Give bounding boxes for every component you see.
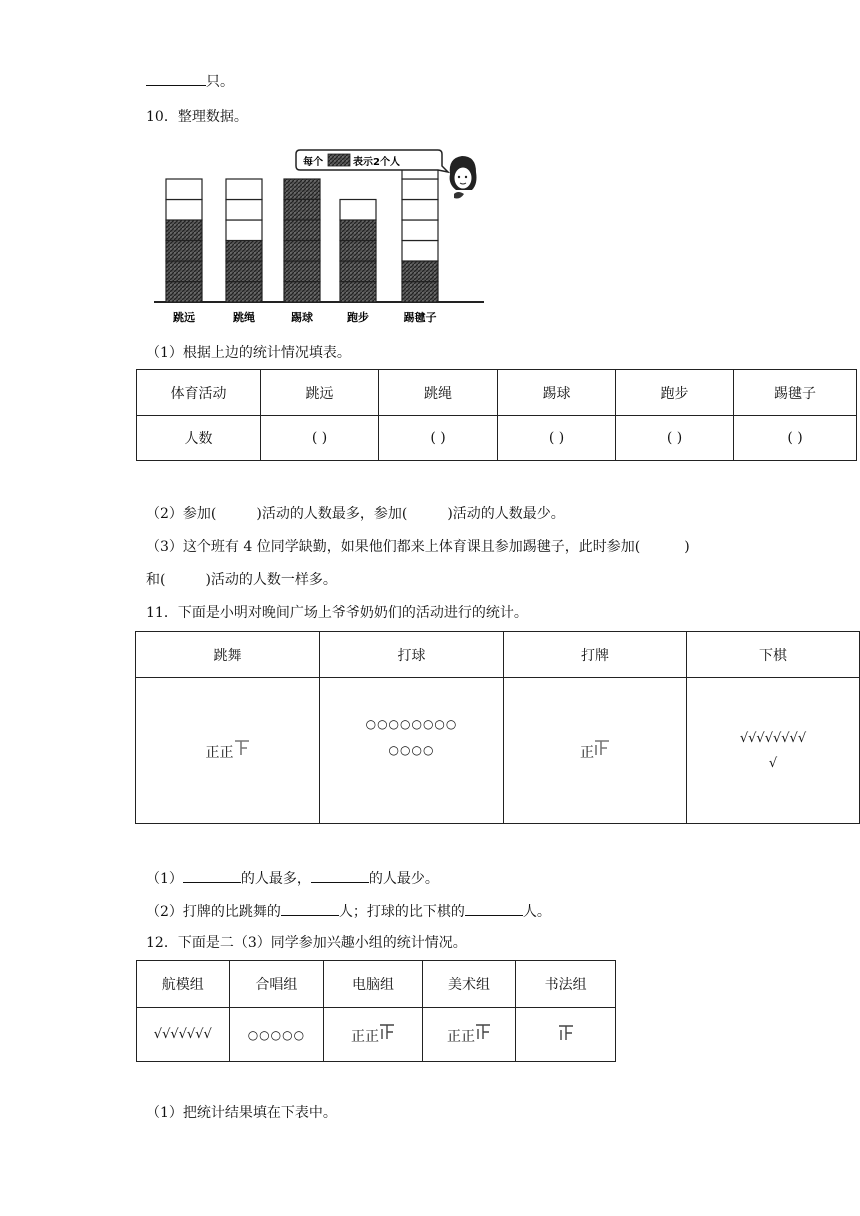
category-label: 踢球 xyxy=(291,311,313,324)
tally-art: 正正 xyxy=(422,1008,516,1062)
bar-cell-empty xyxy=(166,179,202,200)
count-blank-football[interactable]: ( ) xyxy=(498,416,616,461)
header-art: 美术组 xyxy=(422,961,516,1008)
table-header-activity: 体育活动 xyxy=(137,370,261,416)
header-chess: 下棋 xyxy=(687,632,860,678)
answer-blank[interactable] xyxy=(183,867,241,883)
q11-sub2: （2）打牌的比跳舞的 人；打球的比下棋的 人。 xyxy=(146,900,551,922)
tally-mark-partial-icon xyxy=(558,1030,574,1046)
answer-blank[interactable] xyxy=(311,867,369,883)
bar-cell-filled xyxy=(284,200,320,221)
legend-suffix: 表示2个人 xyxy=(353,157,400,168)
q10-sub3-line2: 和( )活动的人数一样多。 xyxy=(146,572,337,588)
bar-cell-empty xyxy=(402,220,438,241)
table-header-running: 跑步 xyxy=(616,370,734,416)
chart-bar xyxy=(226,179,262,302)
legend-swatch xyxy=(328,154,350,166)
bar-cell-filled xyxy=(226,282,262,303)
q11-table xyxy=(135,631,860,824)
bar-cell-filled xyxy=(166,282,202,303)
q10-sub3-line1: （3）这个班有 4 位同学缺勤，如果他们都来上体育课且参加踢毽子，此时参加( ) xyxy=(146,539,690,555)
legend-prefix: 每个 xyxy=(303,157,323,168)
bar-cell-filled xyxy=(166,261,202,282)
category-label: 跳远 xyxy=(173,311,195,324)
bar-cell-empty xyxy=(226,200,262,221)
q12-table xyxy=(136,960,616,1062)
bar-cell-empty xyxy=(340,200,376,221)
table-header-football: 踢球 xyxy=(498,370,616,416)
header-dance: 跳舞 xyxy=(136,632,320,678)
header-choir: 合唱组 xyxy=(229,961,324,1008)
bar-cell-filled xyxy=(284,220,320,241)
bar-cell-empty xyxy=(166,200,202,221)
chart-bar xyxy=(284,179,320,302)
category-label: 跳绳 xyxy=(233,311,255,324)
count-blank-rope[interactable]: ( ) xyxy=(379,416,498,461)
q9-tail: 只。 xyxy=(146,70,234,92)
tally-model: √√√√√√√ xyxy=(137,1008,230,1062)
q10-table xyxy=(136,369,857,461)
bar-cell-empty xyxy=(402,241,438,262)
tally-choir: ○○○○○ xyxy=(229,1008,324,1062)
tally-mark-partial-icon xyxy=(475,1029,491,1045)
chart-bar xyxy=(402,159,438,303)
q11-title: 11．下面是小明对晚间广场上爷爷奶奶们的活动进行的统计。 xyxy=(146,605,528,621)
bar-cell-filled xyxy=(402,261,438,282)
tally-dance: 正正 xyxy=(136,678,320,824)
tally-mark-partial-icon xyxy=(379,1029,395,1045)
category-label: 踢毽子 xyxy=(403,311,437,324)
tally-cards: 正 xyxy=(504,678,687,824)
tally-mark-partial-icon xyxy=(594,745,610,761)
bar-cell-filled xyxy=(340,241,376,262)
bar-cell-filled xyxy=(284,282,320,303)
header-computer: 电脑组 xyxy=(324,961,423,1008)
bar-chart-svg xyxy=(150,140,490,330)
legend-bubble xyxy=(296,150,448,172)
count-blank-running[interactable]: ( ) xyxy=(616,416,734,461)
bar-cell-filled xyxy=(284,179,320,200)
header-ball: 打球 xyxy=(320,632,504,678)
bar-cell-filled xyxy=(226,261,262,282)
bar-cell-filled xyxy=(284,241,320,262)
bar-cell-empty xyxy=(402,200,438,221)
bar-cell-filled xyxy=(226,241,262,262)
tally-calligraphy xyxy=(516,1008,616,1062)
q10-sub1: （1）根据上边的统计情况填表。 xyxy=(146,345,351,361)
bar-cell-empty xyxy=(226,220,262,241)
category-label: 跑步 xyxy=(347,311,369,324)
header-model: 航模组 xyxy=(137,961,230,1008)
header-cards: 打牌 xyxy=(504,632,687,678)
bar-cell-filled xyxy=(402,282,438,303)
girl-figure-icon xyxy=(450,156,477,199)
bar-cell-filled xyxy=(340,282,376,303)
tally-chess: √√√√√√√√ √ xyxy=(687,678,860,824)
q12-sub1: （1）把统计结果填在下表中。 xyxy=(146,1105,337,1121)
bar-cell-filled xyxy=(340,220,376,241)
answer-blank[interactable] xyxy=(465,900,523,916)
answer-blank[interactable] xyxy=(281,900,339,916)
table-header-long-jump: 跳远 xyxy=(261,370,379,416)
table-header-shuttlecock: 踢毽子 xyxy=(734,370,857,416)
tally-ball: ○○○○○○○○ ○○○○ xyxy=(320,678,504,824)
activity-pictogram-chart xyxy=(150,140,490,330)
bar-cell-filled xyxy=(166,220,202,241)
count-blank-shuttlecock[interactable]: ( ) xyxy=(734,416,857,461)
count-blank-long-jump[interactable]: ( ) xyxy=(261,416,379,461)
q10-title: 10．整理数据。 xyxy=(146,109,248,125)
header-calligraphy: 书法组 xyxy=(516,961,616,1008)
q11-sub1: （1） 的人最多， 的人最少。 xyxy=(146,867,439,889)
chart-bar xyxy=(340,200,376,303)
tally-mark-partial-icon xyxy=(234,745,250,761)
table-row-count-label: 人数 xyxy=(137,416,261,461)
q10-sub2: （2）参加( )活动的人数最多，参加( )活动的人数最少。 xyxy=(146,506,565,522)
tally-computer: 正正 xyxy=(324,1008,423,1062)
bar-cell-empty xyxy=(402,179,438,200)
bar-cell-filled xyxy=(284,261,320,282)
bar-cell-filled xyxy=(340,261,376,282)
chart-bar xyxy=(166,179,202,302)
answer-blank[interactable] xyxy=(146,70,206,86)
table-header-rope: 跳绳 xyxy=(379,370,498,416)
bar-cell-empty xyxy=(226,179,262,200)
bar-cell-filled xyxy=(166,241,202,262)
q12-title: 12．下面是二（3）同学参加兴趣小组的统计情况。 xyxy=(146,935,467,951)
